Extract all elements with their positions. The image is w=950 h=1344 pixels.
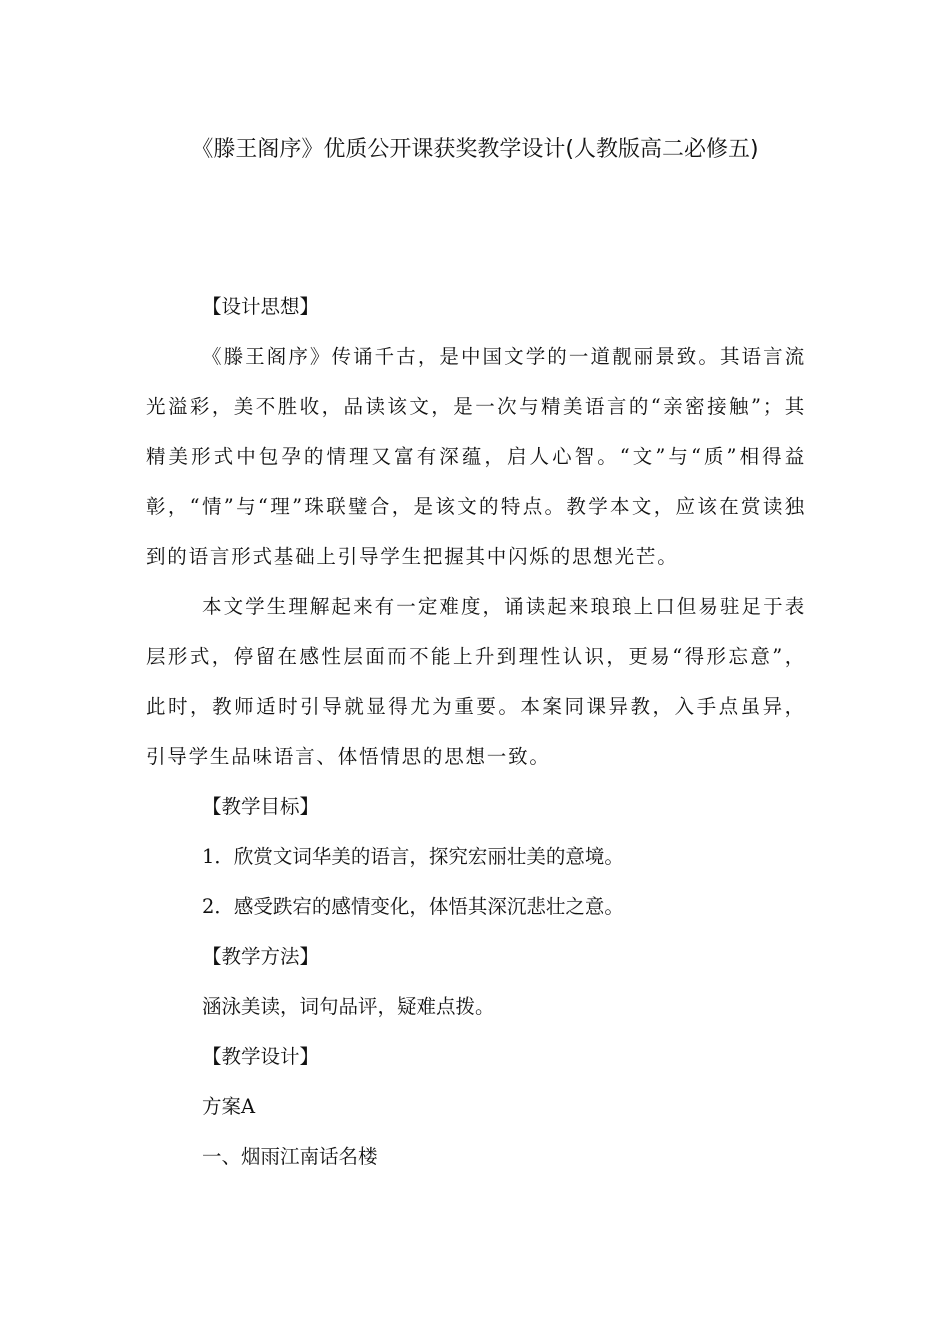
teaching-goal-item-1: 1．欣赏文词华美的语言，探究宏丽壮美的意境。: [202, 845, 624, 868]
teaching-methods-text: 涵泳美读，词句品评，疑难点拨。: [202, 995, 495, 1018]
design-step-1: 一、烟雨江南话名楼: [202, 1145, 378, 1168]
paragraph-design-thought-2: 本文学生理解起来有一定难度，诵读起来琅琅上口但易驻足于表层形式，停留在感性层面而不能上升到理性认识，更易“得形忘意”，此时，教师适时引导就显得尤为重要。本案同课异教，入手点虽异，引导学生品味语言、体悟情思的思想一致。: [146, 595, 806, 768]
document-body: [146, 282, 806, 1182]
section-heading-teaching-goals: 【教学目标】: [202, 795, 320, 818]
teaching-goal-item-2: 2．感受跌宕的感情变化，体悟其深沉悲壮之意。: [202, 895, 624, 918]
paragraph-design-thought-1: 《滕王阁序》传诵千古，是中国文学的一道靓丽景致。其语言流光溢彩，美不胜收，品读该文，是一次与精美语言的“亲密接触”；其精美形式中包孕的情理又富有深蕴，启人心智。“文”与“质”相得益彰，“情”与“理”珠联璧合，是该文的特点。教学本文，应该在赏读独到的语言形式基础上引导学生把握其中闪烁的思想光芒。: [146, 345, 806, 568]
document-title: 《滕王阁序》优质公开课获奖教学设计(人教版高二必修五): [191, 137, 759, 162]
section-heading-teaching-design: 【教学设计】: [202, 1045, 320, 1068]
plan-label: 方案A: [202, 1095, 256, 1118]
section-heading-design-thought: 【设计思想】: [202, 295, 320, 318]
section-heading-teaching-methods: 【教学方法】: [202, 945, 320, 968]
